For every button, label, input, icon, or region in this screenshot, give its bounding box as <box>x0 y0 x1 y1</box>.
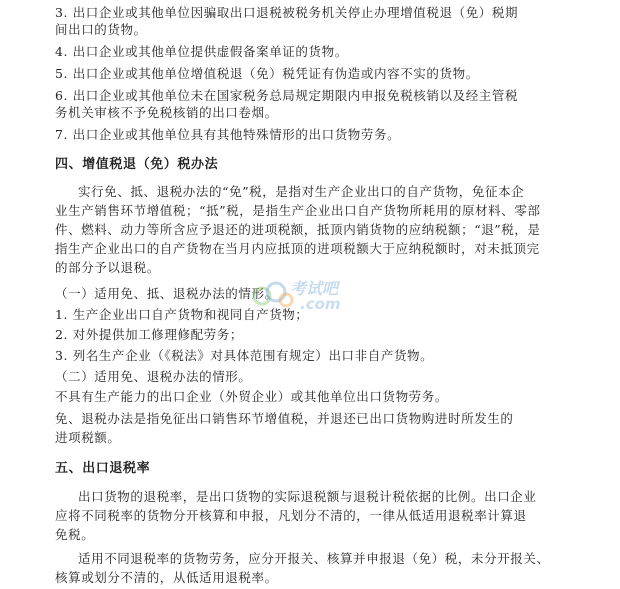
list-item: 3. 出口企业或其他单位因骗取出口退税被税务机关停止办理增值税退（免）税期 <box>55 5 519 20</box>
paragraph-line: 件、燃料、动力等所含应予退还的进项税额，抵顶内销货物的应纳税额；“退”税，是 <box>55 222 541 237</box>
list-item: 2. 对外提供加工修理修配劳务； <box>55 327 244 342</box>
watermark-domain: .com <box>300 295 341 313</box>
paragraph-line: 实行免、抵、退税办法的“免”税，是指对生产企业出口的自产货物，免征本企 <box>78 184 525 199</box>
list-item: 5. 出口企业或其他单位增值税退（免）税凭证有伪造或内容不实的货物。 <box>55 66 479 81</box>
paragraph-line: 进项税额。 <box>55 430 121 445</box>
section-heading: 四、增值税退（免）税办法 <box>55 157 219 172</box>
subsection-title: （一）适用免、抵、退税办法的情形。 <box>55 286 278 301</box>
watermark-text: 考试吧 <box>290 279 339 298</box>
paragraph-line: 出口货物的退税率，是出口货物的实际退税额与退税计税依据的比例。出口企业 <box>78 489 537 504</box>
list-item: 7. 出口企业或其他单位具有其他特殊情形的出口货物劳务。 <box>55 127 401 142</box>
list-item: 间出口的货物。 <box>55 22 147 37</box>
paragraph-line: 适用不同退税率的货物劳务，应分开报关、核算并申报退（免）税，未分开报关、 <box>78 551 550 566</box>
paragraph-line: 核算或划分不清的，从低适用退税率。 <box>55 570 278 585</box>
paragraph-line: 指生产企业出口的自产货物在当月内应抵顶的进项税额大于应纳税额时，对未抵顶完 <box>55 241 540 256</box>
list-item: 3. 列名生产企业（《税法》对具体范围有规定）出口非自产货物。 <box>55 348 434 363</box>
paragraph-line: 应将不同税率的货物分开核算和申报，凡划分不清的，一律从低适用退税率计算退 <box>55 508 527 523</box>
section-heading: 五、出口退税率 <box>55 461 151 476</box>
list-item: 4. 出口企业或其他单位提供虚假备案单证的货物。 <box>55 44 348 59</box>
subsection-title: （二）适用免、退税办法的情形。 <box>55 369 252 384</box>
paragraph-line: 业生产销售环节增值税；“抵”税，是指生产企业出口自产货物所耗用的原材料、零部 <box>55 203 541 218</box>
list-item: 务机关审核不予免税核销的出口卷烟。 <box>55 105 278 120</box>
paragraph-line: 免、退税办法是指免征出口销售环节增值税，并退还已出口货物购进时所发生的 <box>55 411 514 426</box>
paragraph-line: 免税。 <box>55 527 95 542</box>
list-item: 1. 生产企业出口自产货物和视同自产货物； <box>55 307 309 322</box>
list-item: 6. 出口企业或其他单位未在国家税务总局规定期限内申报免税核销以及经主管税 <box>55 88 519 103</box>
paragraph-line: 不具有生产能力的出口企业（外贸企业）或其他单位出口货物劳务。 <box>55 389 449 404</box>
paragraph-line: 的部分予以退税。 <box>55 260 160 275</box>
